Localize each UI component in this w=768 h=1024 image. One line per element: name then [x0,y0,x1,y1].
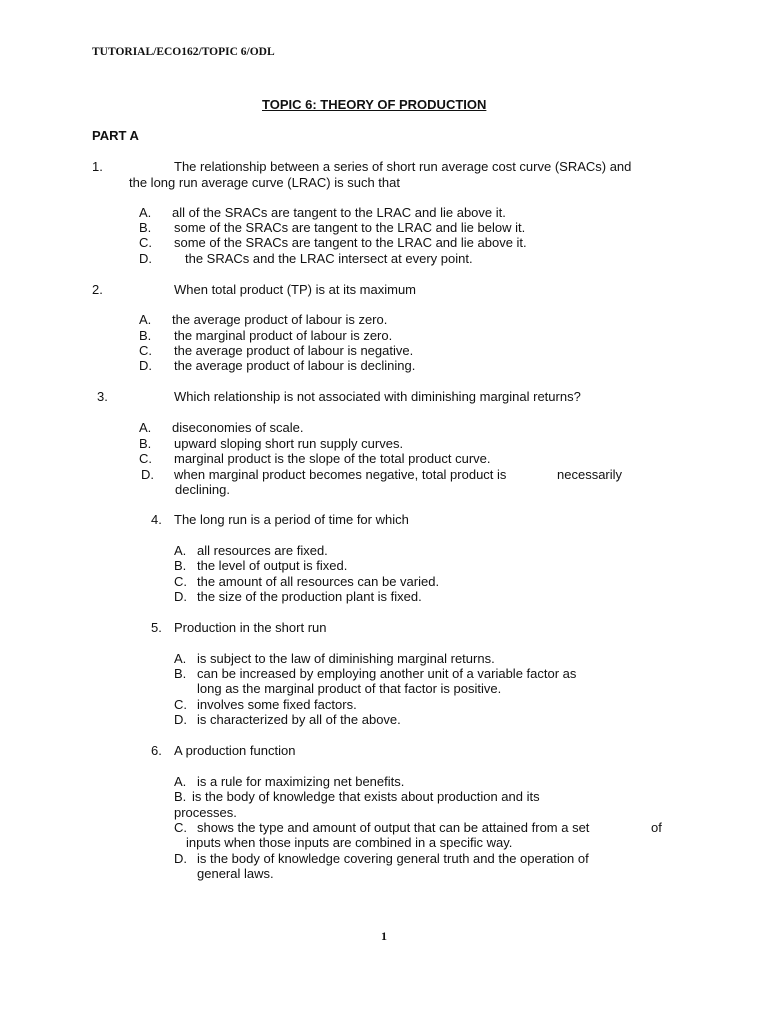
question-stem: A production function [174,743,296,758]
option-text: is the body of knowledge that exists about production and its [192,789,540,804]
option-letter: B. [139,436,152,451]
option-text: when marginal product becomes negative, total product is [174,467,507,482]
option-letter: A. [174,543,187,558]
part-label: PART A [92,128,139,143]
option-letter: B. [174,666,187,681]
option-text: the marginal product of labour is zero. [174,328,393,343]
option-text: some of the SRACs are tangent to the LRAC and lie above it. [174,235,527,250]
option-letter: A. [139,312,152,327]
question-number: 3. [97,389,108,404]
option-letter: D. [174,712,187,727]
question-number: 1. [92,159,103,174]
option-text-tail: necessarily [557,467,623,482]
option-letter: D. [139,251,152,266]
option-letter: C. [139,451,152,466]
page-title: TOPIC 6: THEORY OF PRODUCTION [262,97,487,112]
option-text-tail: of [651,820,662,835]
option-text: the average product of labour is negative. [174,343,414,358]
option-letter: D. [174,589,187,604]
option-letter: C. [139,235,152,250]
option-text: marginal product is the slope of the total product curve. [174,451,491,466]
option-letter: B. [174,558,187,573]
question-number: 6. [151,743,162,758]
question-stem: Production in the short run [174,620,327,635]
option-letter: B. [139,220,152,235]
option-text: the size of the production plant is fixed. [197,589,422,604]
document-header: TUTORIAL/ECO162/TOPIC 6/ODL [92,46,275,58]
option-letter: C. [139,343,152,358]
option-text: can be increased by employing another unit of a variable factor as [197,666,577,681]
option-letter: D. [174,851,187,866]
option-letter: C. [174,820,187,835]
option-text: shows the type and amount of output that can be attained from a set [197,820,590,835]
option-text-continued: long as the marginal product of that factor is positive. [197,681,502,696]
option-text: the amount of all resources can be varied. [197,574,440,589]
option-text: involves some fixed factors. [197,697,357,712]
question-stem: The relationship between a series of short run average cost curve (SRACs) and [174,159,632,174]
option-text-continued: general laws. [197,866,274,881]
option-letter: A. [174,651,187,666]
option-letter: D. [139,358,152,373]
option-text-continued: processes. [174,805,237,820]
question-stem: Which relationship is not associated with diminishing marginal returns? [174,389,581,404]
option-letter: C. [174,697,187,712]
option-text: the average product of labour is declining. [174,358,416,373]
option-text-continued: inputs when those inputs are combined in a specific way. [186,835,513,850]
question-stem: When total product (TP) is at its maximum [174,282,417,297]
question-stem: The long run is a period of time for which [174,512,409,527]
option-text: diseconomies of scale. [172,420,304,435]
option-text: some of the SRACs are tangent to the LRAC and lie below it. [174,220,526,235]
option-text: is characterized by all of the above. [197,712,401,727]
option-letter: A. [139,420,152,435]
question-number: 4. [151,512,162,527]
option-letter: B. [174,789,187,804]
option-letter: C. [174,574,187,589]
option-text-continued: declining. [175,482,230,497]
option-letter: A. [139,205,152,220]
question-number: 2. [92,282,103,297]
option-text: is the body of knowledge covering general truth and the operation of [197,851,589,866]
page-number: 1 [381,929,387,943]
option-text: upward sloping short run supply curves. [174,436,404,451]
option-text: the average product of labour is zero. [172,312,388,327]
option-letter: D. [141,467,154,482]
option-text: the SRACs and the LRAC intersect at every point. [185,251,473,266]
question-number: 5. [151,620,162,635]
option-text: all resources are fixed. [197,543,328,558]
option-letter: B. [139,328,152,343]
option-text: is a rule for maximizing net benefits. [197,774,405,789]
option-text: all of the SRACs are tangent to the LRAC and lie above it. [172,205,506,220]
option-text: the level of output is fixed. [197,558,348,573]
option-letter: A. [174,774,187,789]
question-stem-continued: the long run average curve (LRAC) is such that [129,175,400,190]
option-text: is subject to the law of diminishing marginal returns. [197,651,495,666]
